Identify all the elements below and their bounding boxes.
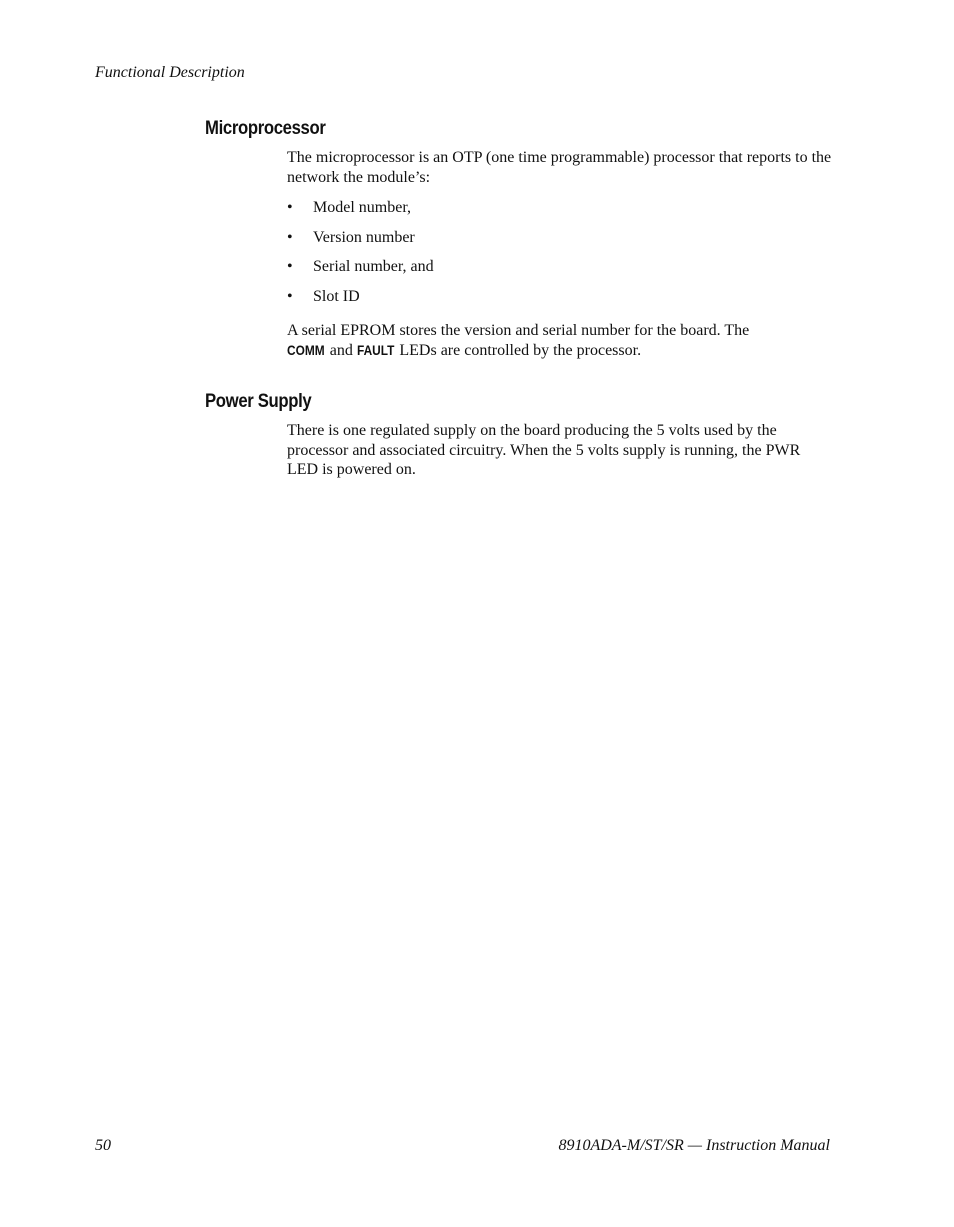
list-item [287,257,827,287]
conjunction-text: and [325,341,357,359]
eprom-led-paragraph [287,321,847,360]
bullet-text: Serial number, and [313,258,434,275]
page-number: 50 [95,1137,111,1154]
power-supply-paragraph: There is one regulated supply on the board producing the 5 volts used by the processor and associated circuitry. When the 5 volts supply is running, the PWR LED is powered on. [287,422,801,479]
module-info-bullet-list [287,198,827,316]
list-item [287,228,827,258]
bullet-icon: • [287,287,293,305]
list-item [287,198,827,228]
bullet-icon: • [287,228,293,246]
running-header: Functional Description [95,64,245,81]
bullet-text: Slot ID [313,287,360,305]
list-item [287,287,827,317]
comm-led-label: COMM [287,342,325,358]
bullet-icon: • [287,258,293,275]
manual-title: 8910ADA-M/ST/SR — Instruction Manual [558,1137,830,1154]
bullet-icon: • [287,199,293,216]
eprom-text: A serial EPROM stores the version and serial number for the board. The [287,322,750,339]
fault-led-label: FAULT [356,342,395,358]
microprocessor-intro-paragraph: The microprocessor is an OTP (one time programmable) processor that reports to the network the module’s: [287,149,832,186]
bullet-text: Model number, [313,199,412,216]
bullet-text: Version number [313,228,415,246]
led-controlled-text: LEDs are controlled by the processor. [395,341,642,359]
section-heading-microprocessor: Microprocessor [205,118,326,139]
section-heading-power-supply: Power Supply [205,391,312,412]
